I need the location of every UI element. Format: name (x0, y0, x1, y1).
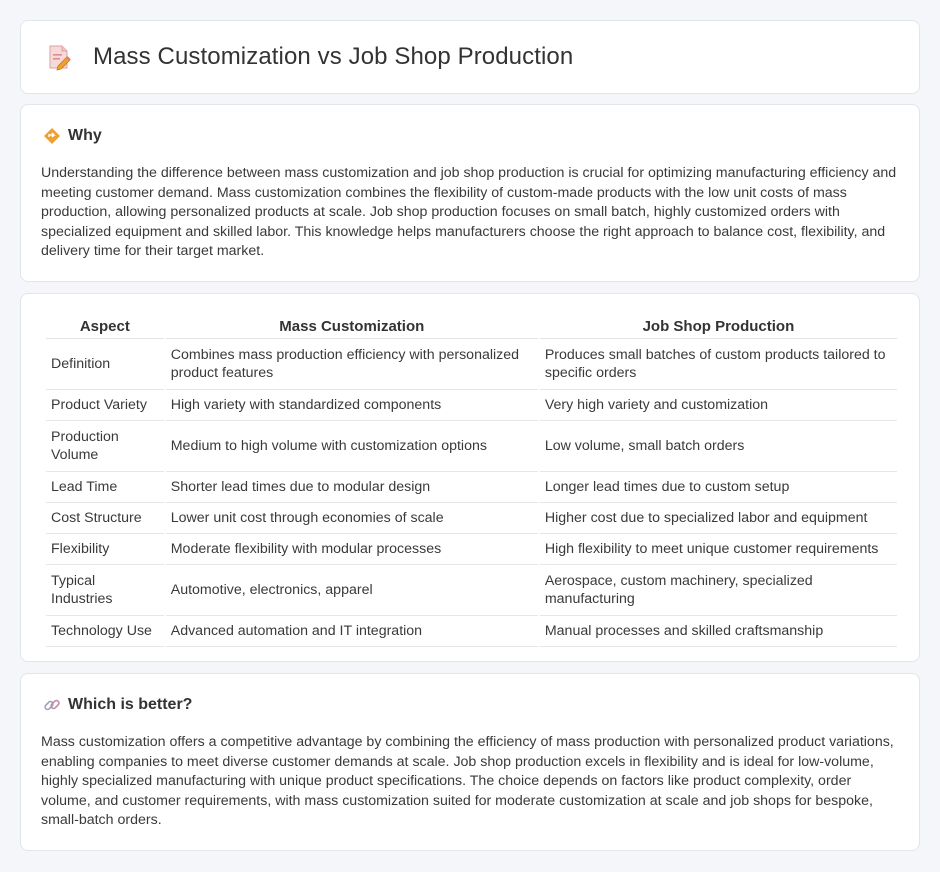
link-icon (43, 696, 61, 714)
table-row (46, 421, 897, 472)
page-title: Mass Customization vs Job Shop Production (93, 43, 574, 70)
why-section (20, 104, 920, 282)
table-row (46, 390, 897, 421)
jobshop-cell: Longer lead times due to custom setup (540, 472, 897, 503)
header-aspect: Aspect (46, 316, 164, 339)
table-row (46, 616, 897, 647)
aspect-cell: Lead Time (46, 472, 164, 503)
aspect-cell: Technology Use (46, 616, 164, 647)
aspect-cell: Cost Structure (46, 503, 164, 534)
mass-cell: Lower unit cost through economies of scale (166, 503, 538, 534)
mass-cell: Combines mass production efficiency with personalized product features (166, 339, 538, 390)
aspect-cell: Typical Industries (46, 565, 164, 616)
mass-cell: Advanced automation and IT integration (166, 616, 538, 647)
mass-cell: High variety with standardized components (166, 390, 538, 421)
jobshop-cell: Aerospace, custom machinery, specialized manufacturing (540, 565, 897, 616)
aspect-cell: Definition (46, 339, 164, 390)
table-header-row (46, 316, 897, 339)
title-row (47, 43, 573, 71)
comparison-table (44, 316, 899, 647)
why-heading (43, 127, 102, 145)
header-mass-customization: Mass Customization (166, 316, 538, 339)
header-job-shop: Job Shop Production (540, 316, 897, 339)
better-title: Which is better? (68, 696, 193, 713)
jobshop-cell: High flexibility to meet unique customer requirements (540, 534, 897, 565)
jobshop-cell: Higher cost due to specialized labor and equipment (540, 503, 897, 534)
why-text: Understanding the difference between mass customization and job shop production is crucial for optimizing manufacturing efficiency and meeting customer demand. Mass customization combines the flexibility of custom-made products with the low unit costs of mass production, allowing personalized products at scale. Job shop production focuses on small batch, highly customized orders with specialized equipment and skilled labor. This knowledge helps manufacturers choose the right approach to balance cost, flexibility, and delivery time for their target market. (41, 165, 897, 260)
jobshop-cell: Produces small batches of custom products tailored to specific orders (540, 339, 897, 390)
document-pencil-icon (47, 43, 73, 71)
table-row (46, 339, 897, 390)
table-row (46, 565, 897, 616)
aspect-cell: Production Volume (46, 421, 164, 472)
mass-cell: Automotive, electronics, apparel (166, 565, 538, 616)
table-row (46, 534, 897, 565)
mass-cell: Medium to high volume with customization options (166, 421, 538, 472)
comparison-section (20, 293, 920, 662)
better-heading (43, 696, 192, 714)
diamond-sign-icon (43, 127, 61, 145)
table-row (46, 503, 897, 534)
table-row (46, 472, 897, 503)
why-title: Why (68, 127, 102, 144)
jobshop-cell: Manual processes and skilled craftsmanship (540, 616, 897, 647)
jobshop-cell: Low volume, small batch orders (540, 421, 897, 472)
jobshop-cell: Very high variety and customization (540, 390, 897, 421)
better-text: Mass customization offers a competitive advantage by combining the efficiency of mass production with personalized product variations, enabling companies to meet diverse customer demands at scale. Job shop production excels in flexibility and is ideal for low-volume, highly specialized manufacturing with unique product specifications. The choice depends on factors like product complexity, order volume, and customer requirements, with mass customization suited for moderate customization at scale and job shops for bespoke, small-batch orders. (41, 734, 894, 829)
header-card (20, 20, 920, 94)
mass-cell: Shorter lead times due to modular design (166, 472, 538, 503)
aspect-cell: Product Variety (46, 390, 164, 421)
aspect-cell: Flexibility (46, 534, 164, 565)
mass-cell: Moderate flexibility with modular processes (166, 534, 538, 565)
which-better-section (20, 673, 920, 851)
